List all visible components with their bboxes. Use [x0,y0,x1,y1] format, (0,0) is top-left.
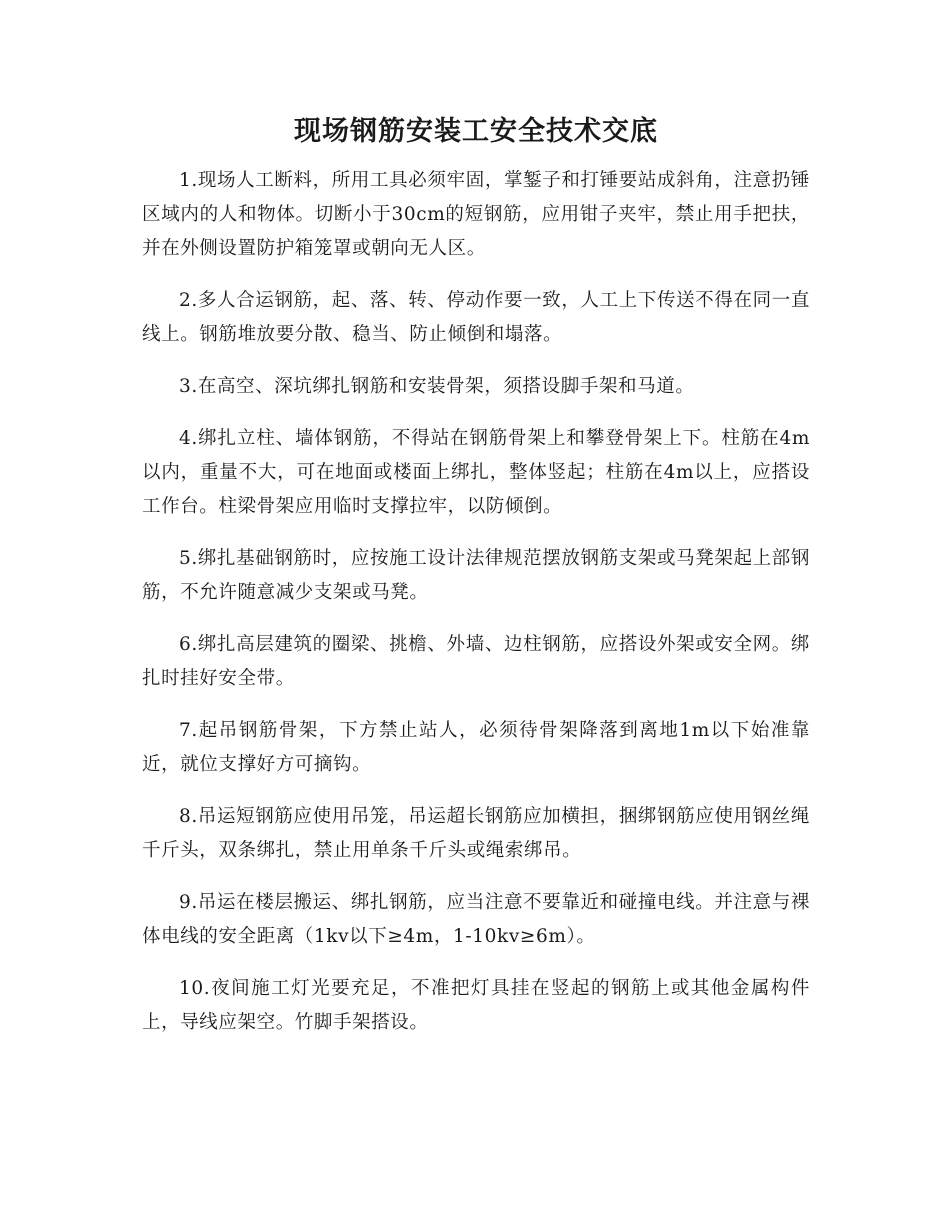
paragraph-2: 2.多人合运钢筋，起、落、转、停动作要一致，人工上下传送不得在同一直线上。钢筋堆放要分散、稳当、防止倾倒和塌落。 [142,290,810,345]
paragraph-3: 3.在高空、深坑绑扎钢筋和安装骨架，须搭设脚手架和马道。 [179,376,695,397]
paragraph-10: 10.夜间施工灯光要充足，不准把灯具挂在竖起的钢筋上或其他金属构件上，导线应架空。竹脚手架搭设。 [142,978,810,1033]
paragraph-1: 1.现场人工断料，所用工具必须牢固，掌錾子和打锤要站成斜角，注意扔锤区域内的人和物体。切断小于30cm的短钢筋，应用钳子夹牢，禁止用手把扶，并在外侧设置防护箱笼罩或朝向无人区。 [142,170,810,259]
paragraph-6: 6.绑扎高层建筑的圈梁、挑檐、外墙、边柱钢筋，应搭设外架或安全网。绑扎时挂好安全带。 [142,634,810,689]
paragraph-8: 8.吊运短钢筋应使用吊笼，吊运超长钢筋应加横担，捆绑钢筋应使用钢丝绳千斤头，双条绑扎，禁止用单条千斤头或绳索绑吊。 [142,806,810,861]
paragraph-7: 7.起吊钢筋骨架，下方禁止站人，必须待骨架降落到离地1m以下始准靠近，就位支撑好方可摘钩。 [142,720,810,775]
paragraph-4: 4.绑扎立柱、墙体钢筋，不得站在钢筋骨架上和攀登骨架上下。柱筋在4m以内，重量不大，可在地面或楼面上绑扎，整体竖起；柱筋在4m以上，应搭设工作台。柱梁骨架应用临时支撑拉牢，以防倾倒。 [142,428,810,517]
paragraph-5: 5.绑扎基础钢筋时，应按施工设计法律规范摆放钢筋支架或马凳架起上部钢筋，不允许随意减少支架或马凳。 [142,548,810,603]
paragraph-9: 9.吊运在楼层搬运、绑扎钢筋，应当注意不要靠近和碰撞电线。并注意与裸体电线的安全距离（1kv以下≥4m，1-10kv≥6m）。 [142,892,810,947]
document-title: 现场钢筋安装工安全技术交底 [294,116,658,147]
